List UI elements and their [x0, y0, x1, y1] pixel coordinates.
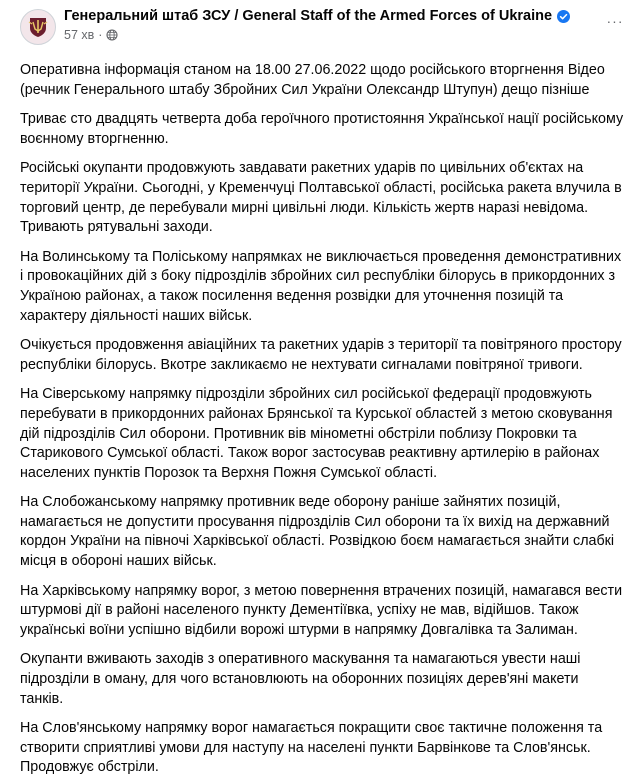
more-options-icon[interactable]: ···: [606, 13, 624, 29]
coat-of-arms-icon: [26, 15, 50, 39]
post-paragraph: Російські окупанти продовжують завдавати ракетних ударів по цивільних об'єктах на території України. Сьогодні, у Кременчуці Полтавської області, російська ракета влучила в торговий центр, де перебували мирні цивільні люди. Кількість жертв наразі невідома. Тривають рятувальні заходи.: [20, 160, 622, 236]
globe-icon[interactable]: [106, 29, 118, 41]
page-name-row: [64, 6, 570, 26]
post-author-block: [64, 6, 570, 44]
post-paragraph: На Волинському та Поліському напрямках не виключається проведення демонстративних і провокаційних дій з боку підрозділів збройних сил республіки білорусь в прикордонних з Україною районах, а також посилення ведення розвідки для уточнення позицій та характеру діяльності наших військ.: [20, 248, 622, 324]
post-body: [20, 61, 625, 778]
avatar[interactable]: [20, 9, 56, 45]
post-header: [20, 0, 626, 56]
post-meta: [64, 26, 570, 44]
post-paragraph: На Слобожанському напрямку противник веде оборону раніше зайнятих позицій, намагається не допустити просування підрозділів Сил оборони та їх вихід на державний кордон України на півночі Харківської області. Розвідкою боєм намагається знайти слабкі місця в обороні наших військ.: [20, 494, 615, 570]
post-paragraph: На Харківському напрямку ворог, з метою повернення втрачених позицій, намагався вести штурмові дії в районі населеного пункту Дементіївка, успіху не мав, відійшов. Також українські воїни успішно відбили ворожі штурми в напрямку Довгалівка та Залиман.: [20, 582, 623, 638]
post-paragraph: На Слов'янському напрямку ворог намагається покращити своє тактичне положення та створити сприятливі умови для наступу на населені пункти Барвінкове та Слов'янськ. Продовжує обстріли.: [20, 720, 603, 776]
verified-badge-icon: [557, 10, 570, 23]
post-paragraph: На Сіверському напрямку підрозділи збройних сил російської федерації продовжують перебувати в прикордонних районах Брянської та Курської областей з метою сковування дій підрозділів Сил оборони. Противник вів мінометні обстріли поблизу Покровки та Старикового Сумської області. Також ворог застосував реактивну артилерію в районах населених пунктів Порозок та Верхня Пожня Сумської області.: [20, 386, 613, 481]
meta-separator: ·: [98, 28, 103, 42]
post-paragraph: Триває сто двадцять четверта доба героїчного протистояння Української нації російському воєнному вторгненню.: [20, 111, 624, 147]
post-paragraph: Очікується продовження авіаційних та ракетних ударів з території та повітряного простору республіки білорусь. Вкотре закликаємо не нехтувати сигналами повітряної тривоги.: [20, 337, 622, 373]
post-paragraph: Оперативна інформація станом на 18.00 27.06.2022 щодо російського вторгнення Відео (речник Генерального штабу Збройних Сил України Олександр Штупун) дещо пізніше: [20, 62, 605, 98]
post-timestamp[interactable]: 57 хв: [64, 28, 95, 42]
page-name-link[interactable]: Генеральний штаб ЗСУ / General Staff of the Armed Forces of Ukraine: [64, 8, 553, 24]
post-paragraph: Окупанти вживають заходів з оперативного маскування та намагаються увести наші підрозділи в оману, для чого встановлюють на оборонних позиціях дерев'яні макети танків.: [20, 651, 581, 707]
